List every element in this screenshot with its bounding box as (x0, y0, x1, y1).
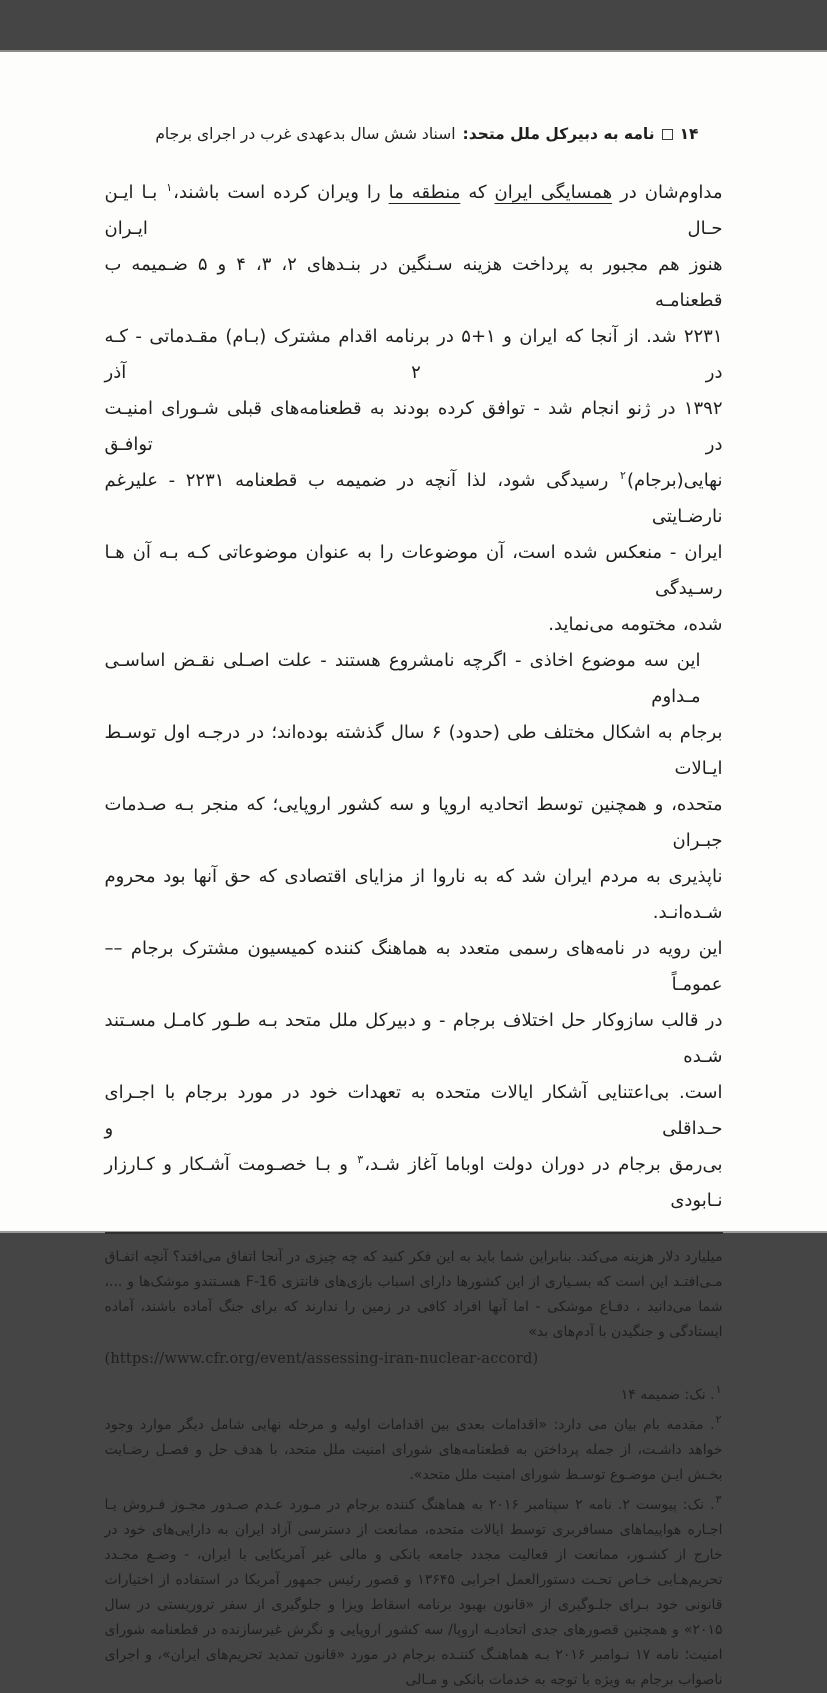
body-line (105, 175, 723, 247)
text-segment: . نک: ضمیمه ۱۴ (620, 1387, 715, 1403)
body-line (105, 1147, 723, 1219)
body-line (105, 319, 723, 391)
text-segment: ۱۳۹۲ در ژنو انجام شد - توافق کرده بودند به قطعنامه‌های قبلی شـورای امنیـت در توافـق (104, 398, 723, 455)
text-segment: شده، مختومه می‌نماید. (548, 614, 723, 635)
body-line (105, 247, 723, 319)
text-segment: ایران - منعکس شده است، آن موضوعات را به عنوان موضوعاتی کـه بـه آن هـا رسـیدگی (104, 542, 723, 599)
text-segment: در قالب سازوکار حل اختلاف برجام - و دبیرکل ملل متحد بـه طـور کامـل مسـتند شـده (104, 1010, 723, 1067)
book-page (0, 50, 827, 1688)
body-line (105, 1075, 723, 1147)
running-header-title: نامه به دبیرکل ملل متحد: (462, 125, 655, 143)
text-segment: بـا ایـن حـال ایـران (104, 182, 723, 239)
text-segment: برجام به اشکال مختلف طی (حدود) ۶ سال گذشته بوده‌اند؛ در درجـه اول توسـط ایـالات (104, 722, 723, 779)
text-segment: ۵+۱ (461, 326, 496, 347)
text-segment: F-16 (245, 1274, 277, 1290)
page-content (105, 123, 723, 1693)
text-segment: این رویه در نامه‌های رسمی متعدد به هماهنگ کننده کمیسیون مشترک برجام –– عمومـاً (104, 938, 723, 995)
text-segment: مداوم‌شان در (612, 182, 723, 203)
text-segment: متحده، و همچنین توسط اتحادیه اروپا و سه کشور اروپایی؛ که منجر بـه صـدمات جبـران (104, 794, 723, 851)
text-segment: که (460, 182, 495, 203)
text-segment: را ویران کرده است باشند، (173, 182, 389, 203)
footnote-item (105, 1383, 723, 1408)
body-line (105, 463, 723, 535)
footnote-reference-superscript: ۱ (166, 181, 173, 194)
running-header (105, 123, 723, 145)
footnote-item (105, 1493, 723, 1693)
text-segment: رسیدگی شود، لذا آنچه در ضمیمه ب قطعنامه ۲۲۳۱ - علیرغم نارضـایتی (104, 470, 723, 527)
footnote-reference-superscript: ۳ (357, 1153, 364, 1166)
footnote-item (105, 1413, 723, 1488)
square-bullet-icon (662, 129, 673, 140)
text-segment: ۲۲۳۱ شد. از آنجا که ایران و (495, 326, 723, 347)
footnote-separator-rule (105, 1232, 723, 1234)
footnote-reference-superscript: ۲ (620, 469, 626, 482)
text-segment: ناپذیری به مردم ایران شد که به ناروا از مزایای اقتصادی که حق آنها بود محروم شـده‌انـد. (104, 866, 723, 923)
text-segment: منطقه ما (388, 182, 461, 203)
body-line (105, 607, 723, 643)
text-segment: بی‌رمق برجام در دوران دولت اوباما آغاز شـد، (364, 1154, 723, 1175)
text-segment: میلیارد دلار هزینه می‌کند. بنابراین شما باید به این فکر کنید که چه چیزی در آنجا اتفاق می‌افتد؟ آنچه اتفـاق مـی‌افتـد این است که بسـیاری از این کشورها دارای اسباب بازی‌های فانتزی (104, 1249, 723, 1290)
text-segment: هنوز هم مجبور به پرداخت هزینه سـنگین در بنـدهای ۲، ۳، ۴ و ۵ ضـمیمه ب قطعنامـه (104, 254, 723, 311)
body-line (105, 931, 723, 1003)
footnotes-block (105, 1245, 723, 1693)
text-segment: و بـا خصـومت آشـکار و کـارزار نـابودی (104, 1154, 723, 1211)
body-line (105, 715, 723, 787)
text-segment: این سه موضوع اخاذی - اگرچه نامشروع هستند - علت اصـلی نقـض اساسـی مـداوم (104, 650, 701, 707)
footnote-number: ۳ (715, 1493, 722, 1507)
text-segment: . نک: پیوست ۲. نامه ۲ سپتامبر ۲۰۱۶ به هماهنگ کننده برجام در مـورد عـدم صـدور مجـوز فـروش یـا اجـاره هواپیماهای مسافربری توسط ایالات متحده، ممانعت از دسترسی آزاد ایران به دارایی‌های خود در خارج از کشـور، ممانعت از فعالیت مجدد جامعه بانکی و مالی غیر آمریکایی با ایران، - وضـع مجـدد تحریم‌هـایی خـاص تحـت دستورالعمل اجرایی ۱۳۶۴۵ و قصور رئیس جمهور آمریکا در استفاده از اختیارات قانونی خود بـرای جلـوگیری از «قانون بهبود برنامه اسقاط ویزا و جلوگیری از سفر تروریستی در سال ۲۰۱۵» و همچنین قصورهای جدی اتحادیـه اروپا/ سه کشور اروپایی و نگرش غیرسازنده در قطعنامه شورای امنیت؛ نامه ۱۷ نـوامبر ۲۰۱۶ بـه هماهنـگ کننـده برجام در مورد «قانون تمدید تحریم‌های ایران»، و اجرای ناصواب برجام به ویژه با توجه به خدمات بانکی و مـالی (104, 1497, 723, 1688)
footnote-list (105, 1383, 723, 1693)
body-line (105, 859, 723, 931)
text-segment: هسـتندو موشک‌ها و ...، شما می‌دانید ، دفـاع موشکی - اما آنها افراد کافی در زمین را ندارند که برای جنگ آماده باشند، آماده ایستادگی و جنگیدن با آدم‌های بد» (104, 1274, 723, 1340)
footnote-number: ۱ (715, 1383, 722, 1397)
page-number: ۱۴ (679, 125, 699, 143)
footnote-continuation-text (105, 1245, 723, 1345)
body-line (105, 1003, 723, 1075)
footnote-url: (https://www.cfr.org/event/assessing-iran-nuclear-accord) (104, 1351, 539, 1367)
body-line (105, 787, 723, 859)
body-text (105, 175, 723, 1219)
footnote-number: ۲ (715, 1413, 722, 1427)
body-line (105, 643, 723, 715)
running-header-subtitle: اسناد شش سال بدعهدی غرب در اجرای برجام (155, 125, 456, 143)
text-segment: همسایگی ایران (494, 182, 613, 203)
body-line (105, 535, 723, 607)
text-segment: در برنامه اقدام مشترک (بـام) مقـدماتی - کـه در ۲ آذر (104, 326, 723, 383)
body-line (105, 391, 723, 463)
text-segment: است. بی‌اعتنایی آشکار ایالات متحده به تعهدات خود در مورد برجام با اجـرای حـداقلی و (104, 1082, 723, 1139)
text-segment: نهایی(برجام) (626, 470, 723, 491)
text-segment: . مقدمه بام بیان می دارد: «اقدامات بعدی بین اقدامات اولیه و مرحله نهایی شامل دیگر موارد وجود خواهد داشـت، از جمله پرداختن به قطعنامه‌های شورای امنیت ملل متحد، با هدف حل و فصـل رضـایت بخـش ایـن موضـوع توسـط شورای امنیت ملل متحد». (104, 1417, 723, 1483)
